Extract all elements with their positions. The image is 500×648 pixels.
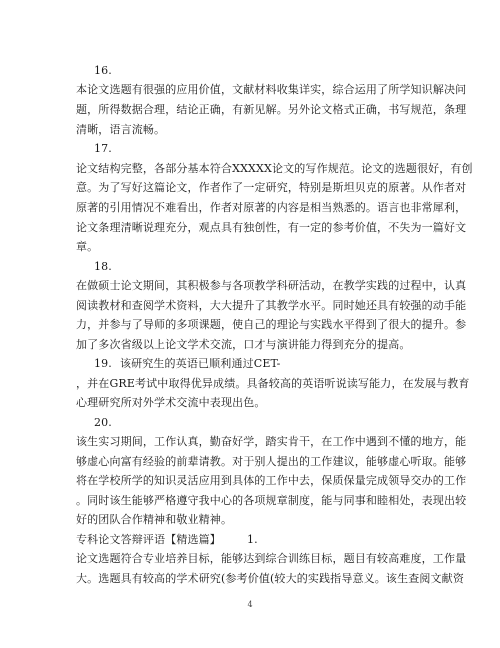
paragraph-line: 原著的引用情况不难看出，作者对原著的内容是相当熟悉的。语言也非常犀利， [76, 201, 467, 214]
item-number: 1. [246, 533, 258, 546]
item-number: 16. [94, 64, 112, 77]
paragraph-line: 论文结构完整，各部分基本符合XXXXX论文的写作规范。论文的选题很好，有创 [76, 162, 473, 175]
paragraph-line: 阅读教材和查阅学术资料，大大提升了其教学水平。同时她还具有较强的动手能 [76, 299, 467, 312]
paragraph-line: 加了多次省级以上论文学术交流，口才与演讲能力得到充分的提高。 [76, 338, 411, 351]
paragraph-line: ，并在GRE考试中取得优异成绩。具备较高的英语听说读写能力，在发展与教育 [76, 377, 470, 390]
paragraph-text: 该研究生的英语已顺利通过CET- [119, 357, 281, 370]
paragraph-line: 将在学校所学的知识灵活应用到具体的工作中去，保质保量完成领导交办的工作 [76, 474, 467, 487]
paragraph-line: 论文条理清晰说理充分，观点具有独创性，有一定的参考价值，不失为一篇好文 [76, 221, 467, 234]
item-number: 18. [94, 260, 112, 273]
paragraph-line: 力，并参与了导师的多项课题，使自己的理论与实践水平得到了很大的提升。参 [76, 318, 467, 331]
paragraph-line: 清晰，语言流畅。 [76, 123, 166, 136]
paragraph-line: 在做硕士论文期间，其积极参与各项教学科研活动，在教学实践的过程中，认真 [76, 279, 467, 292]
paragraph-line: 章。 [76, 240, 99, 253]
paragraph-line: 意。为了写好这篇论文，作者作了一定研究，特别是斯坦贝克的原著。从作者对 [76, 181, 467, 194]
item-19-line [76, 357, 280, 371]
item-number: 20. [94, 416, 112, 429]
paragraph-line: 好的团队合作精神和敬业精神。 [76, 513, 233, 526]
item-number: 19. [94, 357, 112, 370]
paragraph-line: 本论文选题有很强的应用价值，文献材料收集详实，综合运用了所学知识解决问 [76, 83, 467, 96]
page-number: 4 [247, 600, 253, 609]
paragraph-line: 心理研究所对外学术交流中表现出色。 [76, 396, 266, 409]
heading-text: 专科论文答辩评语【精选篇】 [76, 533, 221, 546]
paragraph-line: 大。选题具有较高的学术研究(参考价值(较大的实践指导意义。该生查阅文献资 [76, 572, 464, 585]
paragraph-line: 够虚心向富有经验的前辈请教。对于别人提出的工作建议，能够虚心听取。能够 [76, 455, 467, 468]
paragraph-line: 。同时该生能够严格遵守我中心的各项规章制度，能与同事和睦相处，表现出较 [76, 494, 467, 507]
section-heading [76, 533, 258, 547]
paragraph-line: 该生实习期间，工作认真，勤奋好学，踏实肯干，在工作中遇到不懂的地方，能 [76, 435, 467, 448]
paragraph-line: 论文选题符合专业培养目标，能够达到综合训练目标，题目有较高难度，工作量 [76, 552, 467, 565]
item-number: 17. [94, 142, 112, 155]
paragraph-line: 题，所得数据合理，结论正确，有新见解。另外论文格式正确，书写规范，条理 [76, 103, 467, 116]
